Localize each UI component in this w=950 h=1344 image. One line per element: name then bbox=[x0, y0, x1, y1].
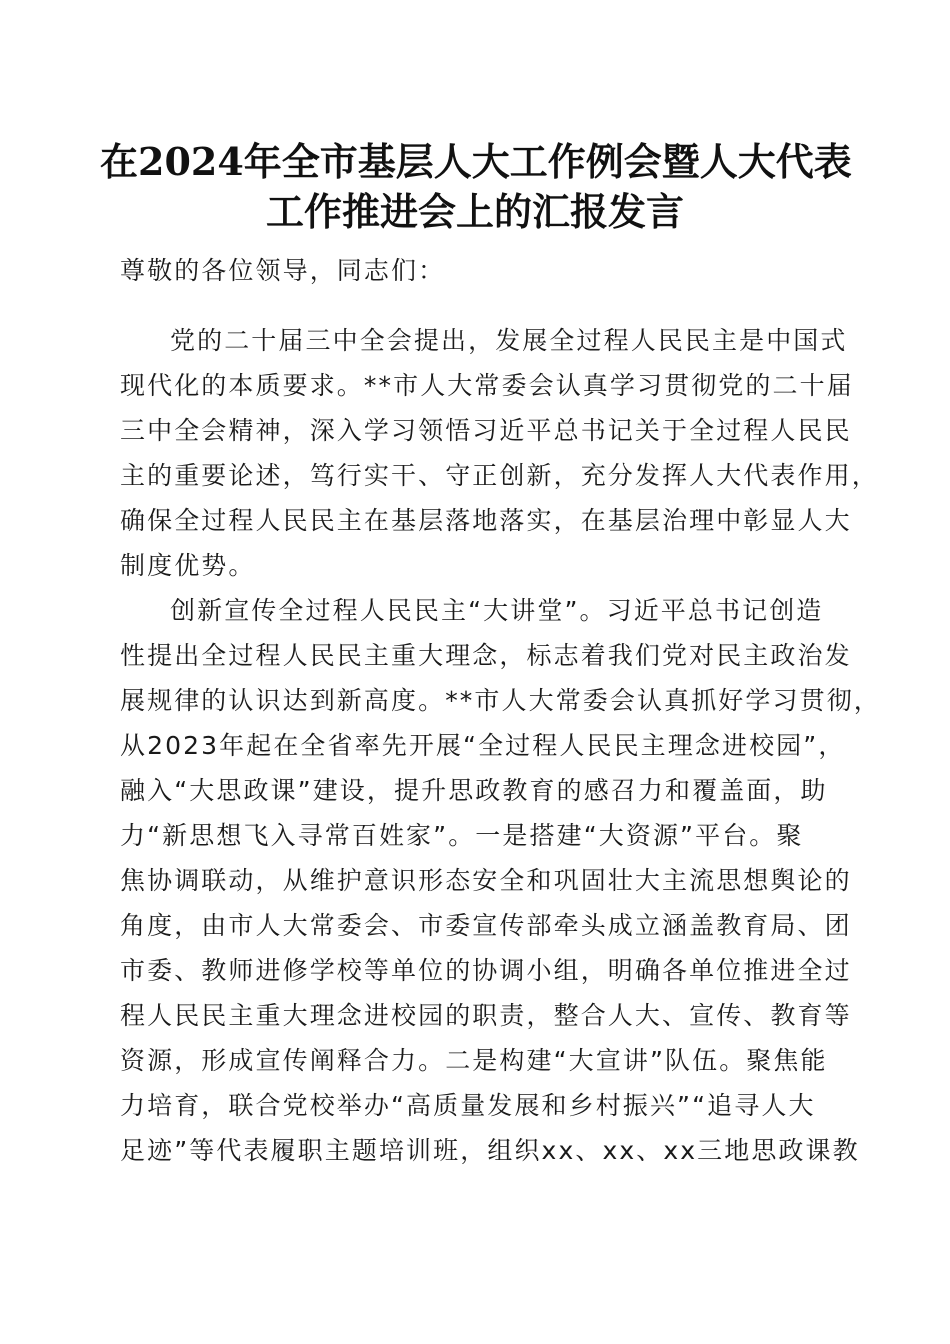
salutation: 尊敬的各位领导，同志们： bbox=[120, 256, 446, 285]
paragraph-2-line: 力培育，联合党校举办“高质量发展和乡村振兴”“追寻人大 bbox=[120, 1091, 816, 1120]
paragraph-2-line: 性提出全过程人民民主重大理念，标志着我们党对民主政治发 bbox=[120, 641, 852, 670]
paragraph-2-line: 融入“大思政课”建设，提升思政教育的感召力和覆盖面，助 bbox=[120, 776, 828, 805]
document-title-line-1: 在2024年全市基层人大工作例会暨人大代表 bbox=[100, 139, 852, 184]
paragraph-1-line: 三中全会精神，深入学习领悟习近平总书记关于全过程人民民 bbox=[120, 416, 852, 445]
paragraph-2-line: 创新宣传全过程人民民主“大讲堂”。习近平总书记创造 bbox=[170, 596, 824, 625]
paragraph-2-line: 程人民民主重大理念进校园的职责，整合人大、宣传、教育等 bbox=[120, 1001, 852, 1030]
paragraph-1-line: 制度优势。 bbox=[120, 551, 256, 580]
paragraph-1-line: 党的二十届三中全会提出，发展全过程人民民主是中国式 bbox=[170, 326, 848, 355]
document-title-line-2: 工作推进会上的汇报发言 bbox=[265, 189, 684, 234]
paragraph-1-line: 确保全过程人民民主在基层落地落实，在基层治理中彰显人大 bbox=[120, 506, 852, 535]
paragraph-2-line: 从2023年起在全省率先开展“全过程人民民主理念进校园”， bbox=[120, 731, 846, 760]
paragraph-2-line: 足迹”等代表履职主题培训班，组织xx、xx、xx三地思政课教 bbox=[120, 1136, 860, 1165]
paragraph-2-line: 资源，形成宣传阐释合力。二是构建“大宣讲”队伍。聚焦能 bbox=[120, 1046, 828, 1075]
paragraph-2-line: 角度，由市人大常委会、市委宣传部牵头成立涵盖教育局、团 bbox=[120, 911, 852, 940]
paragraph-2-line: 力“新思想飞入寻常百姓家”。一是搭建“大资源”平台。聚 bbox=[120, 821, 804, 850]
paragraph-1-line: 现代化的本质要求。**市人大常委会认真学习贯彻党的二十届 bbox=[120, 371, 854, 400]
paragraph-2-line: 市委、教师进修学校等单位的协调小组，明确各单位推进全过 bbox=[120, 956, 852, 985]
paragraph-1-line: 主的重要论述，笃行实干、守正创新，充分发挥人大代表作用， bbox=[120, 461, 879, 490]
paragraph-2-line: 焦协调联动，从维护意识形态安全和巩固壮大主流思想舆论的 bbox=[120, 866, 852, 895]
paragraph-2-line: 展规律的认识达到新高度。**市人大常委会认真抓好学习贯彻， bbox=[120, 686, 881, 715]
